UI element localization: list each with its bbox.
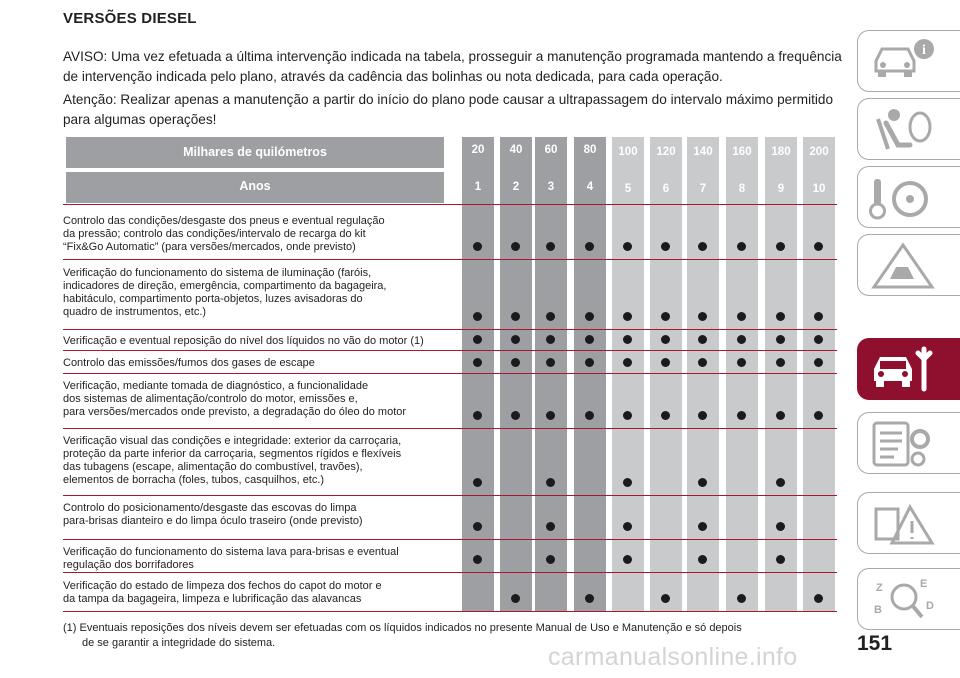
- maintenance-dot: [623, 522, 632, 531]
- year-header-cell: 10: [812, 183, 826, 195]
- maintenance-dot: [776, 242, 785, 251]
- maintenance-dot: [623, 358, 632, 367]
- row-divider: [63, 539, 837, 540]
- footnote-line-1: (1) Eventuais reposições dos níveis devem ser efetuadas com os líquidos indicados no presente Manual de Uso e Manutenção e só depois: [63, 622, 742, 634]
- maintenance-dot: [473, 522, 482, 531]
- maintenance-dot: [737, 242, 746, 251]
- maintenance-dot: [698, 242, 707, 251]
- maintenance-dot: [585, 335, 594, 344]
- tab-safety[interactable]: [857, 98, 960, 160]
- km-header-cell: 60: [544, 144, 558, 156]
- maintenance-dot: [473, 555, 482, 564]
- maintenance-dot: [623, 411, 632, 420]
- maintenance-dot: [473, 242, 482, 251]
- km-header-cell: 160: [732, 146, 752, 158]
- car-info-icon: [868, 37, 938, 87]
- km-header-cell: 120: [656, 146, 676, 158]
- maintenance-dot: [473, 312, 482, 321]
- airbag-seat-icon: [868, 105, 938, 155]
- maintenance-dot: [814, 312, 823, 321]
- tab-emergency[interactable]: [857, 492, 960, 554]
- maintenance-dot: [737, 411, 746, 420]
- years-header: Anos: [66, 172, 444, 203]
- row-divider: [63, 495, 837, 496]
- operation-label: Verificação do funcionamento do sistema de iluminação (faróis, indicadores de direção, emergência, compartimento da bagageira, habitáculo, compartimento porta-objetos, luzes avisadoras do quadro de instrumentos, etc.): [63, 267, 387, 318]
- maintenance-dot: [776, 411, 785, 420]
- footnote-line-2: de se garantir a integridade do sistema.: [82, 637, 276, 649]
- tab-index[interactable]: [857, 568, 960, 630]
- row-divider: [63, 373, 837, 374]
- car-wrench-icon: [868, 345, 938, 395]
- maintenance-dot: [546, 358, 555, 367]
- steering-key-icon: [868, 173, 938, 223]
- maintenance-dot: [814, 411, 823, 420]
- page-number: 151: [857, 632, 893, 655]
- maintenance-dot: [511, 312, 520, 321]
- maintenance-dot: [473, 358, 482, 367]
- maintenance-dot: [698, 335, 707, 344]
- maintenance-dot: [511, 411, 520, 420]
- operation-label: Verificação e eventual reposição do nível dos líquidos no vão do motor (1): [63, 335, 424, 347]
- maintenance-dot: [546, 411, 555, 420]
- maintenance-dot: [661, 242, 670, 251]
- km-header-cell: 20: [471, 144, 485, 156]
- maintenance-dot: [585, 358, 594, 367]
- operation-label: Verificação, mediante tomada de diagnóstico, a funcionalidade dos sistemas de alimentação/controlo do motor, emissões e, para versões/mercados onde previsto, a degradação do óleo do motor: [63, 380, 407, 418]
- maintenance-dot: [585, 411, 594, 420]
- tab-specs[interactable]: [857, 412, 960, 474]
- tab-controls[interactable]: [857, 166, 960, 228]
- row-divider: [63, 259, 837, 260]
- year-header-cell: 1: [474, 181, 482, 193]
- operation-label: Verificação do funcionamento do sistema lava para-brisas e eventual regulação dos borrifadores: [63, 546, 399, 571]
- maintenance-dot: [698, 478, 707, 487]
- svg-text:i: i: [922, 43, 926, 58]
- year-header-cell: 4: [586, 181, 594, 193]
- maintenance-dot: [546, 522, 555, 531]
- attention-paragraph: Atenção: Realizar apenas a manutenção a partir do início do plano pode causar a ultrapassagem do intervalo máximo permitido para algumas operações!: [63, 92, 834, 127]
- year-header-cell: 9: [777, 183, 785, 195]
- tab-warnings[interactable]: [857, 234, 960, 296]
- svg-text:B: B: [874, 604, 882, 616]
- maintenance-dot: [585, 242, 594, 251]
- km-header-cell: 40: [509, 144, 523, 156]
- maintenance-dot: [698, 522, 707, 531]
- maintenance-dot: [546, 478, 555, 487]
- maintenance-dot: [698, 411, 707, 420]
- maintenance-dot: [623, 555, 632, 564]
- page-title: VERSÕES DIESEL: [63, 10, 197, 27]
- warning-paragraph: AVISO: Uma vez efetuada a última intervenção indicada na tabela, prosseguir a manutenção programada mantendo a frequência de intervenção indicada pelo plano, através da cadência das bolinhas ou nota dedicada, para cada operação.: [63, 49, 842, 84]
- km-header: Milhares de quilómetros: [66, 137, 444, 168]
- svg-text:E: E: [920, 578, 928, 590]
- year-header-cell: 3: [547, 181, 555, 193]
- operation-label: Controlo do posicionamento/desgaste das escovas do limpa para-brisas dianteiro e do limpa óculo traseiro (onde previsto): [63, 502, 363, 527]
- maintenance-dot: [511, 358, 520, 367]
- maintenance-dot: [814, 358, 823, 367]
- row-divider: [63, 204, 837, 205]
- maintenance-dot: [737, 335, 746, 344]
- watermark: carmanualsonline.info: [548, 643, 798, 671]
- warning-triangle-icon: [868, 241, 938, 291]
- maintenance-dot: [776, 522, 785, 531]
- maintenance-dot: [585, 594, 594, 603]
- maintenance-dot: [776, 478, 785, 487]
- operation-label: Controlo das emissões/fumos dos gases de escape: [63, 357, 315, 369]
- maintenance-dot: [623, 242, 632, 251]
- index-letters-icon: [868, 575, 938, 625]
- row-divider: [63, 428, 837, 429]
- km-header-cell: 180: [771, 146, 791, 158]
- operation-label: Verificação do estado de limpeza dos fechos do capot do motor e da tampa da bagageira, limpeza e lubrificação das alavancas: [63, 580, 382, 605]
- maintenance-dot: [546, 335, 555, 344]
- maintenance-dot: [814, 594, 823, 603]
- maintenance-dot: [698, 358, 707, 367]
- maintenance-dot: [511, 594, 520, 603]
- maintenance-dot: [737, 594, 746, 603]
- svg-text:Z: Z: [876, 582, 883, 594]
- km-header-cell: 200: [809, 146, 829, 158]
- maintenance-dot: [698, 555, 707, 564]
- km-header-cell: 140: [693, 146, 713, 158]
- maintenance-dot: [546, 312, 555, 321]
- maintenance-dot: [661, 312, 670, 321]
- tab-car-info[interactable]: [857, 30, 960, 92]
- maintenance-dot: [473, 335, 482, 344]
- maintenance-dot: [623, 478, 632, 487]
- maintenance-dot: [473, 478, 482, 487]
- maintenance-dot: [546, 242, 555, 251]
- year-header-cell: 5: [624, 183, 632, 195]
- maintenance-dot: [776, 335, 785, 344]
- tab-maintenance[interactable]: [857, 338, 960, 400]
- maintenance-dot: [698, 312, 707, 321]
- operation-label: Verificação visual das condições e integridade: exterior da carroçaria, proteção da parte inferior da carroçaria, segmentos rígidos e flexíveis das tubagens (escape, alimentação do combustível, travões), elementos de borracha (foles, tubos, casquilhos, etc.): [63, 435, 402, 486]
- maintenance-dot: [814, 335, 823, 344]
- maintenance-dot: [737, 358, 746, 367]
- maintenance-dot: [661, 594, 670, 603]
- year-header-cell: 8: [738, 183, 746, 195]
- row-divider: [63, 329, 837, 330]
- emergency-icon: [868, 499, 938, 549]
- row-divider: [63, 611, 837, 612]
- maintenance-dot: [585, 312, 594, 321]
- maintenance-dot: [511, 242, 520, 251]
- svg-text:D: D: [926, 600, 934, 612]
- year-header-cell: 2: [512, 181, 520, 193]
- km-header-cell: 80: [583, 144, 597, 156]
- specs-gear-icon: [868, 419, 938, 469]
- maintenance-dot: [623, 335, 632, 344]
- maintenance-dot: [661, 358, 670, 367]
- maintenance-dot: [511, 335, 520, 344]
- maintenance-dot: [814, 242, 823, 251]
- maintenance-dot: [546, 555, 555, 564]
- row-divider: [63, 350, 837, 351]
- year-header-cell: 6: [662, 183, 670, 195]
- maintenance-dot: [661, 335, 670, 344]
- year-header-cell: 7: [699, 183, 707, 195]
- maintenance-dot: [776, 358, 785, 367]
- row-divider: [63, 572, 837, 573]
- maintenance-dot: [776, 555, 785, 564]
- maintenance-dot: [473, 411, 482, 420]
- maintenance-dot: [776, 312, 785, 321]
- maintenance-dot: [661, 411, 670, 420]
- maintenance-dot: [623, 312, 632, 321]
- km-header-cell: 100: [618, 146, 638, 158]
- operation-label: Controlo das condições/desgaste dos pneus e eventual regulação da pressão; controlo das condições/intervalo de recarga do kit “Fix&Go Automatic” (para versões/mercados, onde previsto): [63, 215, 385, 253]
- maintenance-dot: [737, 312, 746, 321]
